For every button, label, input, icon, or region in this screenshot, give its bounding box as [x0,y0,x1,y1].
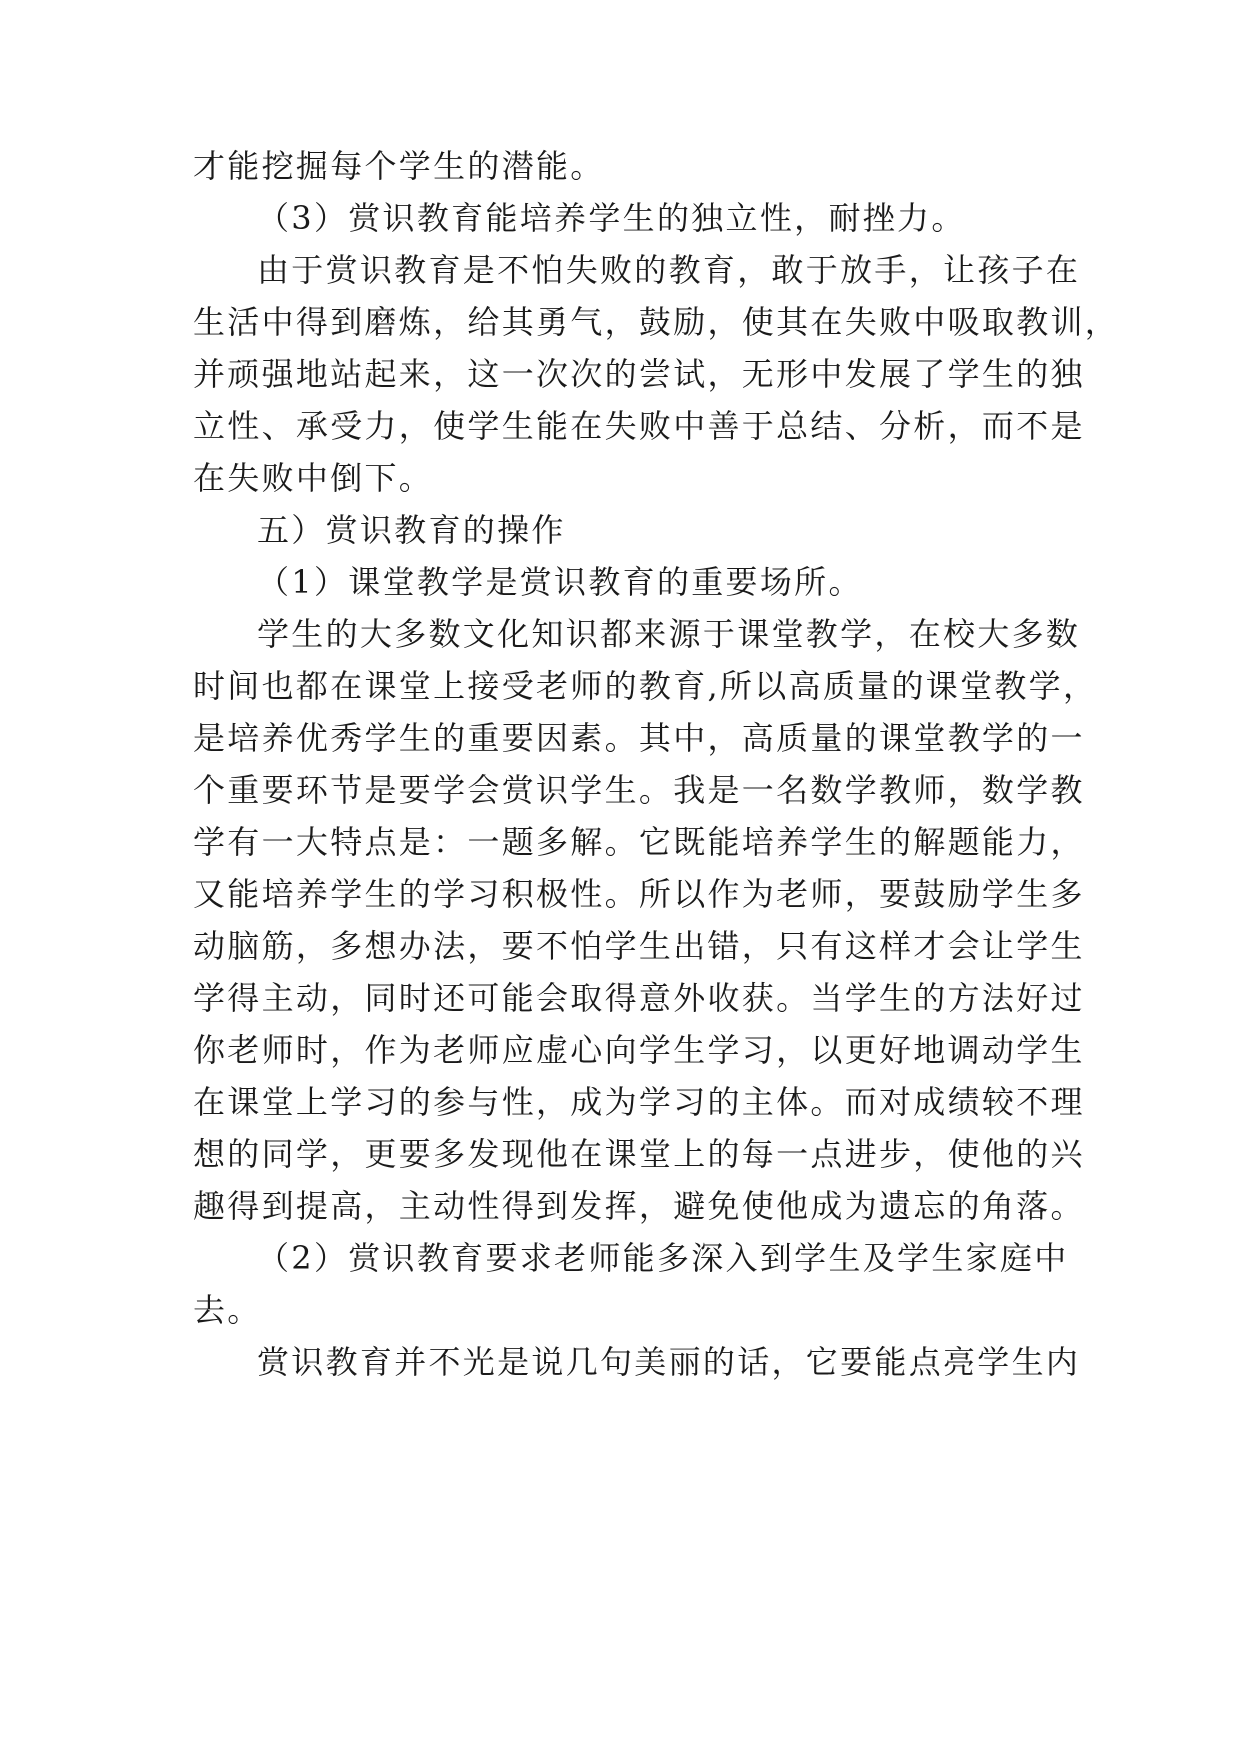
text-line: 在课堂上学习的参与性，成为学习的主体。而对成绩较不理 [193,1083,1085,1121]
text-line: 你老师时，作为老师应虚心向学生学习，以更好地调动学生 [193,1031,1085,1069]
text-line: 去。 [193,1291,262,1329]
paragraph-first-line: 赏识教育并不光是说几句美丽的话，它要能点亮学生内 [257,1343,1081,1381]
text-line: 想的同学，更要多发现他在课堂上的每一点进步，使他的兴 [193,1135,1085,1173]
subheading: （2）赏识教育要求老师能多深入到学生及学生家庭中 [257,1239,1069,1277]
text-line: 又能培养学生的学习积极性。所以作为老师，要鼓励学生多 [193,875,1085,913]
text-line: 在失败中倒下。 [193,459,434,497]
text-line: 学得主动，同时还可能会取得意外收获。当学生的方法好过 [193,979,1085,1017]
text-line: 才能挖掘每个学生的潜能。 [193,147,605,185]
text-line: 并顽强地站起来，这一次次的尝试，无形中发展了学生的独 [193,355,1085,393]
text-line: 生活中得到磨炼，给其勇气，鼓励，使其在失败中吸取教训， [193,303,1120,341]
text-line: 学有一大特点是：一题多解。它既能培养学生的解题能力， [193,823,1085,861]
paragraph-first-line: 由于赏识教育是不怕失败的教育，敢于放手，让孩子在 [257,251,1081,289]
text-line: 趣得到提高，主动性得到发挥，避免使他成为遗忘的角落。 [193,1187,1085,1225]
text-line: 立性、承受力，使学生能在失败中善于总结、分析，而不是 [193,407,1085,445]
subheading: （1）课堂教学是赏识教育的重要场所。 [257,563,863,601]
text-line: 是培养优秀学生的重要因素。其中，高质量的课堂教学的一 [193,719,1085,757]
paragraph-first-line: 学生的大多数文化知识都来源于课堂教学，在校大多数 [257,615,1081,653]
section-heading: 五）赏识教育的操作 [257,511,566,549]
subheading: （3）赏识教育能培养学生的独立性，耐挫力。 [257,199,966,237]
text-line: 时间也都在课堂上接受老师的教育,所以高质量的课堂教学， [193,667,1098,705]
text-line: 个重要环节是要学会赏识学生。我是一名数学教师，数学教 [193,771,1085,809]
text-line: 动脑筋，多想办法，要不怕学生出错，只有这样才会让学生 [193,927,1085,965]
